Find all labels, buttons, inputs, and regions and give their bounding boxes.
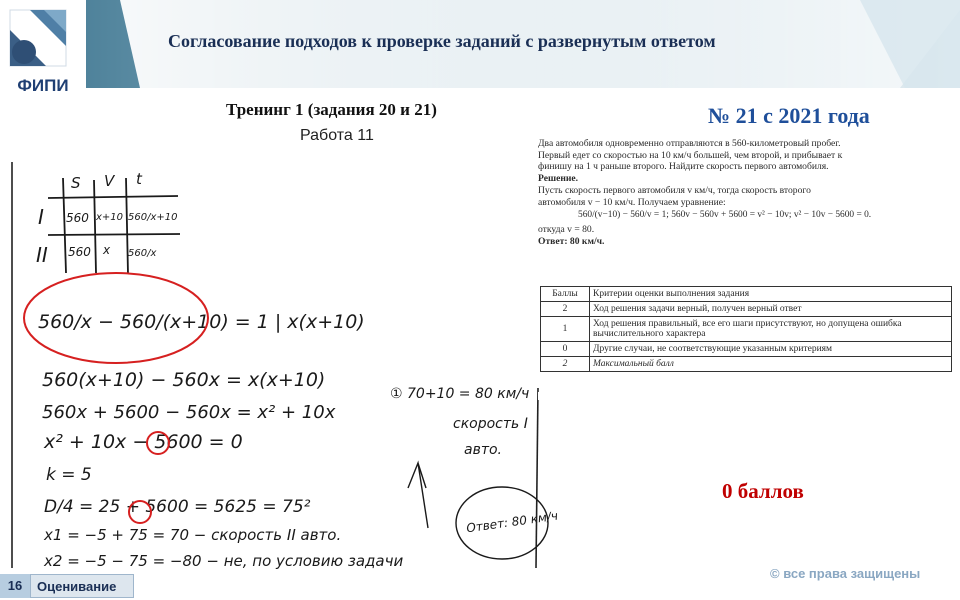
page-title: Согласование подходов к проверке заданий с развернутым ответом <box>168 31 716 51</box>
task-number: № 21 с 2021 года <box>708 103 870 128</box>
image-crop-edge <box>538 392 956 400</box>
equation-6: D/4 = 25 + 5600 = 5625 = 75² <box>44 497 311 517</box>
statement-line-1: Два автомобиля одновременно отправляются в 560-километровый пробег. <box>538 138 841 149</box>
logo-text: ФИПИ <box>17 76 69 95</box>
table-row1-s: 560 <box>66 211 89 225</box>
solution-heading: Решение. <box>538 173 579 185</box>
fipi-logo <box>0 0 86 110</box>
criteria-row <box>541 317 952 342</box>
table-row2-label: II <box>36 243 48 267</box>
table-row1-label: I <box>38 205 44 229</box>
side-note-auto: авто. <box>464 442 503 458</box>
table-row2-t: 560/x <box>128 248 157 259</box>
score-result: 0 баллов <box>722 479 804 503</box>
table-head-s: S <box>71 174 81 192</box>
solution-whence: откуда v = 80. <box>538 223 595 235</box>
criteria-points: 1 <box>541 317 590 342</box>
section-label: Оценивание <box>30 574 134 598</box>
criteria-row <box>541 342 952 357</box>
table-row2-v: x <box>103 243 111 257</box>
equation-2: 560(x+10) − 560x = x(x+10) <box>42 369 326 391</box>
solution-answer: Ответ: 80 км/ч. <box>538 235 605 247</box>
criteria-header-points: Баллы <box>541 287 590 302</box>
criteria-text: Ход решения задачи верный, получен верный ответ <box>590 302 952 317</box>
table-row1-t: 560/x+10 <box>128 212 178 223</box>
table-head-t: t <box>136 170 142 188</box>
criteria-header-row <box>541 287 952 302</box>
solution-table-grid <box>48 178 180 274</box>
fipi-logo-mark <box>0 0 86 76</box>
training-title: Тренинг 1 (задания 20 и 21) <box>226 100 437 119</box>
table-row2-s: 560 <box>68 245 91 259</box>
criteria-row <box>541 302 952 317</box>
solution-line-2: автомобиля v − 10 км/ч. Получаем уравнение: <box>538 196 726 208</box>
slide-number: 16 <box>0 574 30 598</box>
criteria-text: Максимальный балл <box>590 357 952 372</box>
pen-strokes <box>408 463 548 559</box>
criteria-row <box>541 357 952 372</box>
solution-equation: 560/(v−10) − 560/v = 1; 560v − 560v + 5600 = v² − 10v; v² − 10v − 5600 = 0. <box>578 210 872 221</box>
slide-footer <box>0 574 134 598</box>
criteria-points: 0 <box>541 342 590 357</box>
equation-7: x1 = −5 + 75 = 70 − скорость II авто. <box>44 526 342 544</box>
equation-8: x2 = −5 − 75 = −80 − не, по условию задачи <box>44 552 404 570</box>
equation-3: 560x + 5600 − 560x = x² + 10x <box>42 402 336 423</box>
statement-line-3: финишу на 1 ч раньше второго. Найдите скорость первого автомобиля. <box>538 161 829 173</box>
copyright-notice: © все права защищены <box>770 566 921 581</box>
side-note-label: скорость I <box>453 416 528 432</box>
criteria-table <box>540 286 952 372</box>
criteria-header-text: Критерии оценки выполнения задания <box>590 287 952 302</box>
work-label: Работа 11 <box>300 127 374 144</box>
table-row1-v: x+10 <box>96 212 124 223</box>
handwritten-answer: Ответ: 80 км/ч <box>465 508 559 536</box>
criteria-points: 2 <box>541 302 590 317</box>
equation-1: 560/x − 560/(x+10) = 1 | x(x+10) <box>38 311 365 333</box>
criteria-text: Ход решения правильный, все его шаги присутствуют, но допущена ошибка вычислительного характера <box>590 317 952 342</box>
task-statement <box>538 138 954 247</box>
criteria-text: Другие случаи, не соответствующие указанным критериям <box>590 342 952 357</box>
side-note-speed: ① 70+10 = 80 км/ч <box>390 386 530 402</box>
statement-line-2: Первый едет со скоростью на 10 км/ч большей, чем второй, и прибывает к <box>538 149 843 161</box>
equation-5: k = 5 <box>46 465 92 485</box>
criteria-points: 2 <box>541 357 590 372</box>
solution-line-1: Пусть скорость первого автомобиля v км/ч, тогда скорость второго <box>538 184 811 196</box>
table-head-v: V <box>104 172 115 190</box>
equation-4: x² + 10x − 5600 = 0 <box>44 431 243 453</box>
